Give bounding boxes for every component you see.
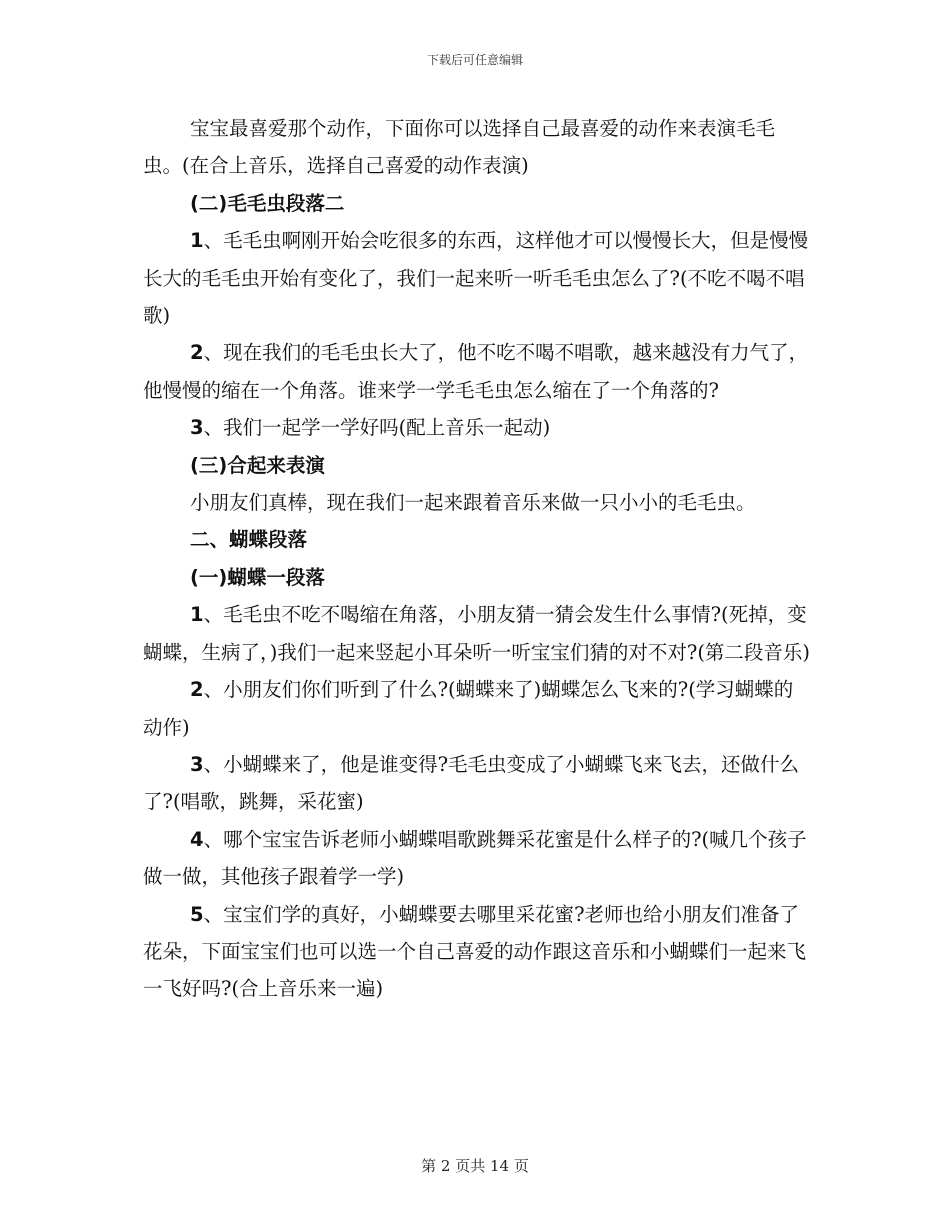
paragraph-text: 、小朋友们你们听到了什么?(蝴蝶来了)蝴蝶怎么飞来的?(学习蝴蝶的动作): [143, 678, 794, 739]
item-number: 1: [190, 229, 204, 253]
section-heading: [143, 185, 811, 222]
section-heading: [143, 447, 811, 484]
item-number: 2: [190, 678, 204, 702]
item-number: 3: [190, 416, 204, 440]
list-item: [143, 409, 811, 446]
paragraph-text: 、我们一起学一学好吗(配上音乐一起动): [203, 416, 551, 440]
list-item: [143, 596, 811, 671]
item-number: 2: [190, 341, 204, 365]
heading-text: 二、蝴蝶段落: [190, 528, 308, 552]
paragraph-text: 宝宝最喜爱那个动作，下面你可以选择自己最喜爱的动作来表演毛毛虫。(在合上音乐，选择自己喜爱的动作表演): [143, 117, 776, 178]
list-item: [143, 334, 811, 409]
list-item: [143, 896, 811, 1008]
section-heading: [143, 521, 811, 558]
heading-text: (三)合起来表演: [190, 453, 325, 477]
paragraph-intro: [143, 110, 811, 185]
item-number: 5: [190, 902, 204, 926]
paragraph-text: 小朋友们真棒，现在我们一起来跟着音乐来做一只小小的毛毛虫。: [190, 491, 756, 515]
list-item: [143, 821, 811, 896]
paragraph-text: 、现在我们的毛毛虫长大了，他不吃不喝不唱歌，越来越没有力气了，他慢慢的缩在一个角落。谁来学一学毛毛虫怎么缩在了一个角落的?: [143, 341, 809, 402]
item-number: 3: [190, 752, 204, 776]
document-body: [143, 110, 811, 1008]
paragraph-text: 、毛毛虫啊刚开始会吃很多的东西，这样他才可以慢慢长大，但是慢慢长大的毛毛虫开始有变化了，我们一起来听一听毛毛虫怎么了?(不吃不喝不唱歌): [143, 229, 809, 328]
section-heading: [143, 559, 811, 596]
page-header: 下载后可任意编辑: [426, 53, 523, 67]
list-item: [143, 222, 811, 334]
item-number: 1: [190, 603, 204, 627]
list-item: [143, 746, 811, 821]
paragraph-text: 、毛毛虫不吃不喝缩在角落，小朋友猜一猜会发生什么事情?(死掉，变蝴蝶，生病了，)我们一起来竖起小耳朵听一听宝宝们猜的对不对?(第二段音乐): [143, 603, 811, 664]
item-number: 4: [190, 827, 204, 851]
paragraph-text: 、小蝴蝶来了，他是谁变得?毛毛虫变成了小蝴蝶飞来飞去，还做什么了?(唱歌，跳舞，采花蜜): [143, 752, 800, 814]
page-footer: 第 2 页共 14 页: [421, 1157, 529, 1175]
heading-text: (二)毛毛虫段落二: [190, 191, 345, 215]
paragraph: [143, 484, 811, 521]
heading-text: (一)蝴蝶一段落: [190, 565, 325, 589]
list-item: [143, 671, 811, 746]
paragraph-text: 、哪个宝宝告诉老师小蝴蝶唱歌跳舞采花蜜是什么样子的?(喊几个孩子做一做，其他孩子跟着学一学): [143, 827, 807, 889]
paragraph-text: 、宝宝们学的真好，小蝴蝶要去哪里采花蜜?老师也给小朋友们准备了花朵，下面宝宝们也可以选一个自己喜爱的动作跟这音乐和小蝴蝶们一起来飞一飞好吗?(合上音乐来一遍): [143, 902, 807, 1001]
